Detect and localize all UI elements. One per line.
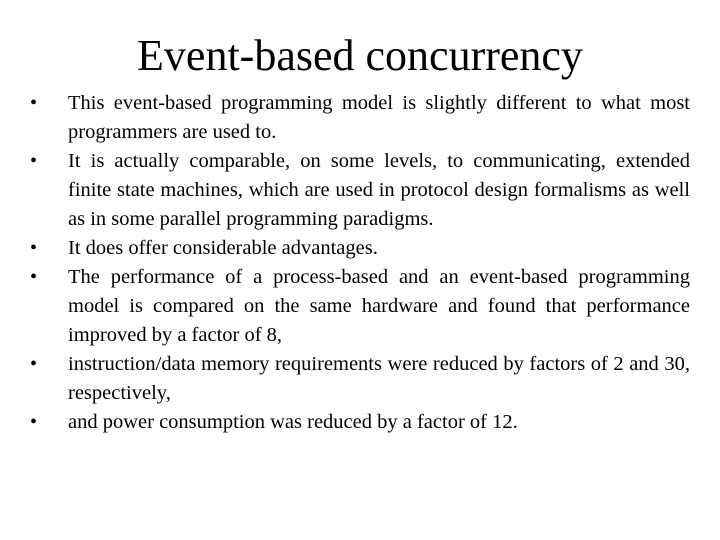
bullet-text: instruction/data memory requirements were reduced by factors of 2 and 30, respectively,	[68, 353, 690, 404]
slide-title: Event-based concurrency	[137, 31, 583, 80]
bullet-icon: •	[30, 411, 38, 433]
list-item	[30, 147, 690, 234]
bullet-icon: •	[30, 353, 38, 375]
bullet-text: This event-based programming model is slightly different to what most programmers are used to.	[68, 92, 690, 143]
list-item	[30, 350, 690, 408]
bullet-icon: •	[30, 150, 38, 172]
list-item	[30, 263, 690, 350]
bullet-text: It does offer considerable advantages.	[68, 237, 378, 259]
bullet-text: and power consumption was reduced by a factor of 12.	[68, 411, 518, 433]
bullet-icon: •	[30, 266, 38, 288]
list-item	[30, 234, 690, 263]
bullet-text: The performance of a process-based and an event-based programming model is compared on the same hardware and found that performance improved by a factor of 8,	[68, 266, 690, 346]
list-item	[30, 408, 690, 437]
bullet-icon: •	[30, 237, 38, 259]
bullet-list	[30, 89, 690, 437]
list-item	[30, 89, 690, 147]
bullet-text: It is actually comparable, on some levels, to communicating, extended finite state machines, which are used in protocol design formalisms as well as in some parallel programming paradigms.	[68, 150, 690, 230]
bullet-icon: •	[30, 92, 38, 114]
